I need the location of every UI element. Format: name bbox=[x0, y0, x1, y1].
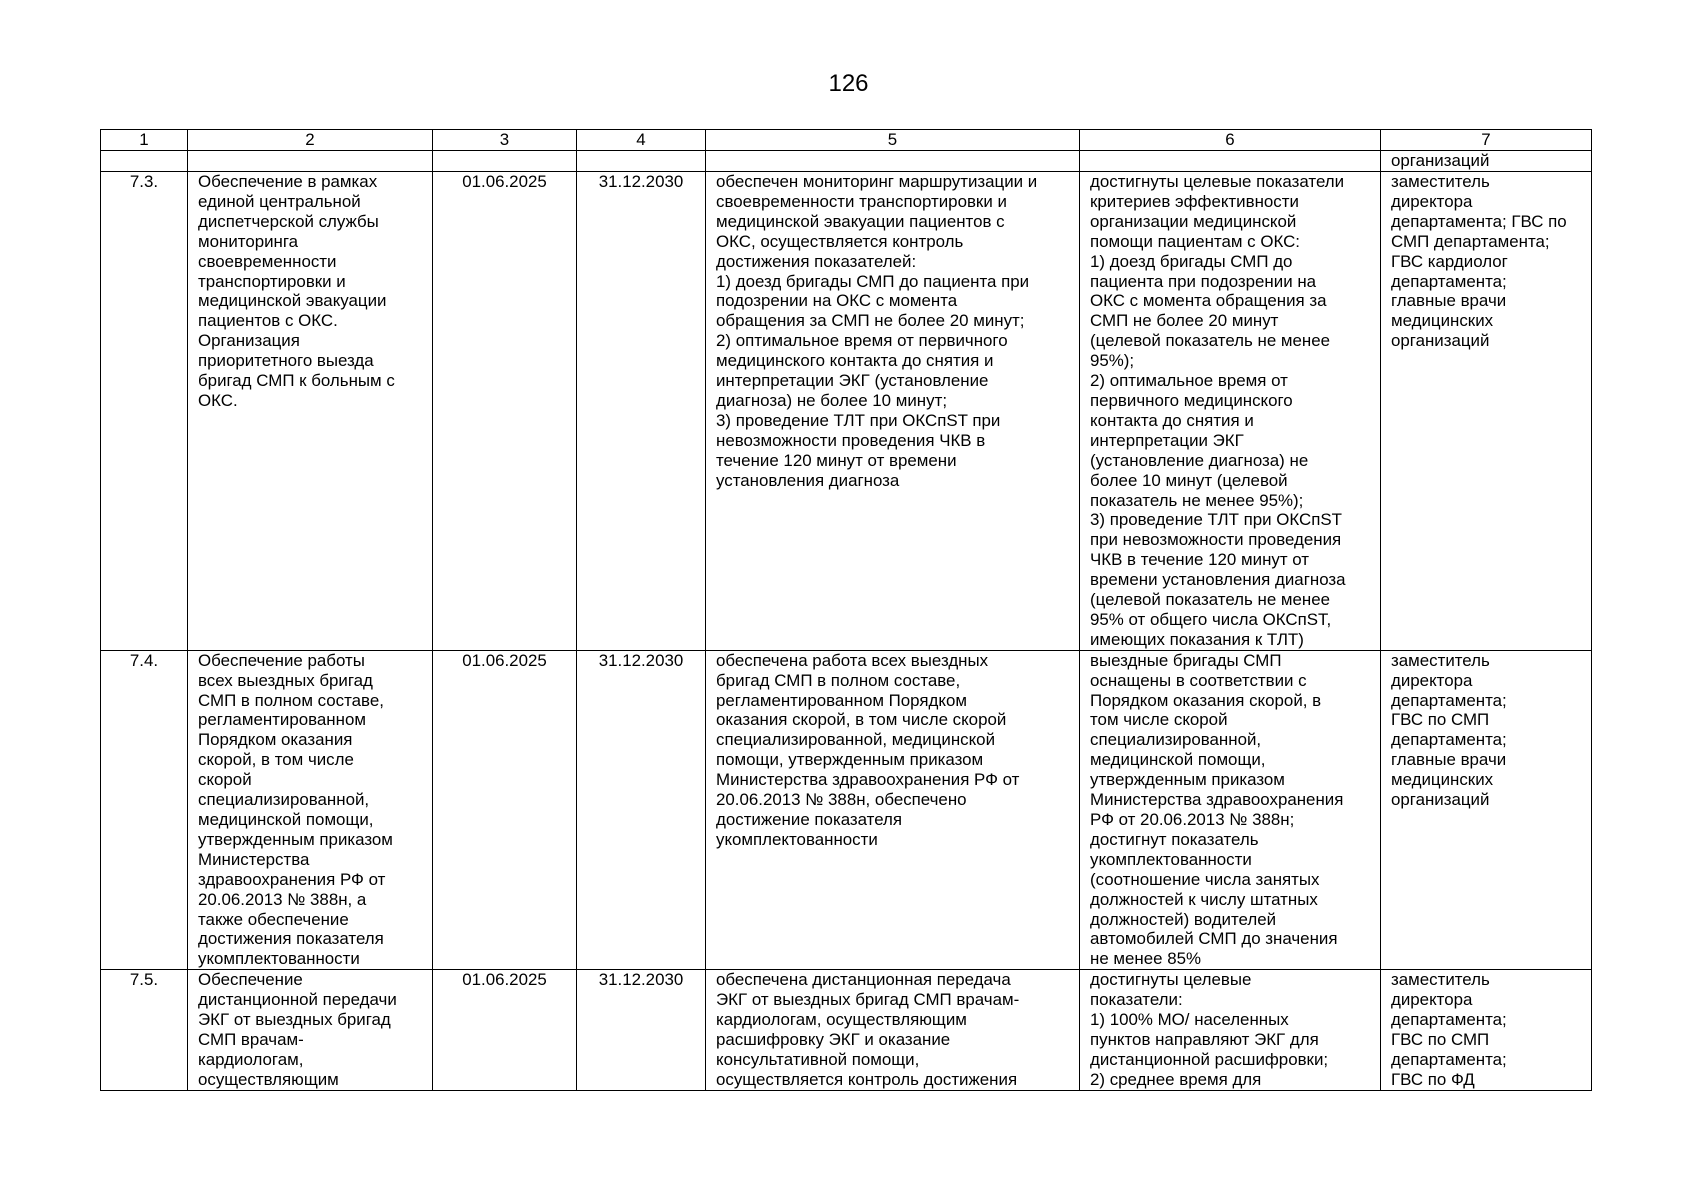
target-indicator: достигнуты целевые показатели: 1) 100% МО/ населенных пунктов направляют ЭКГ для дистанционной расшифровки; 2) среднее время для bbox=[1080, 970, 1381, 1090]
expected-result: обеспечена дистанционная передача ЭКГ от выездных бригад СМП врачам- кардиологам, осуществляющим расшифровку ЭКГ и оказание консультативной помощи, осуществляется контроль достижения bbox=[706, 970, 1080, 1090]
column-number-row bbox=[101, 130, 1592, 151]
table-cell bbox=[706, 151, 1080, 172]
expected-result: обеспечен мониторинг маршрутизации и своевременности транспортировки и медицинской эвакуации пациентов с ОКС, осуществляется контроль достижения показателей: 1) доезд бригады СМП до пациента при подозрении на ОКС с момента обращения за СМП не более 20 минут; 2) оптимальное время от первичного медицинского контакта до снятия и интерпретации ЭКГ (установление диагноза) не более 10 минут; 3) проведение ТЛТ при ОКСпST при невозможности проведения ЧКВ в течение 120 минут от времени установления диагноза bbox=[706, 172, 1080, 651]
measure-name: Обеспечение дистанционной передачи ЭКГ от выездных бригад СМП врачам- кардиологам, осуществляющим bbox=[188, 970, 433, 1090]
measures-table bbox=[100, 129, 1592, 1091]
responsible-cell: заместитель директора департамента; ГВС по СМП департамента; ГВС кардиолог департамента; главные врачи медицинских организаций bbox=[1381, 172, 1592, 651]
item-number: 7.5. bbox=[101, 970, 188, 1090]
column-number: 4 bbox=[577, 130, 706, 151]
responsible-cell: организаций bbox=[1381, 151, 1592, 172]
expected-result: обеспечена работа всех выездных бригад СМП в полном составе, регламентированном Порядком оказания скорой, в том числе скорой специализированной, медицинской помощи, утвержденным приказом Министерства здравоохранения РФ от 20.06.2013 № 388н, обеспечено достижение показателя укомплектованности bbox=[706, 650, 1080, 970]
column-number: 2 bbox=[188, 130, 433, 151]
column-number: 6 bbox=[1080, 130, 1381, 151]
column-number: 7 bbox=[1381, 130, 1592, 151]
page-number: 126 bbox=[828, 70, 869, 97]
item-number: 7.3. bbox=[101, 172, 188, 651]
table-row bbox=[101, 172, 1592, 651]
responsible-cell: заместитель директора департамента; ГВС по СМП департамента; ГВС по ФД bbox=[1381, 970, 1592, 1090]
table-cell bbox=[188, 151, 433, 172]
measure-name: Обеспечение работы всех выездных бригад СМП в полном составе, регламентированном Порядком оказания скорой, в том числе скорой специализированной, медицинской помощи, утвержденным приказом Министерства здравоохранения РФ от 20.06.2013 № 388н, а также обеспечение достижения показателя укомплектованности bbox=[188, 650, 433, 970]
start-date: 01.06.2025 bbox=[433, 172, 577, 651]
end-date: 31.12.2030 bbox=[577, 970, 706, 1090]
item-number: 7.4. bbox=[101, 650, 188, 970]
column-number: 3 bbox=[433, 130, 577, 151]
table-cell bbox=[433, 151, 577, 172]
table-cell bbox=[101, 151, 188, 172]
measure-name: Обеспечение в рамках единой центральной диспетчерской службы мониторинга своевременности транспортировки и медицинской эвакуации пациентов с ОКС. Организация приоритетного выезда бригад СМП к больным с ОКС. bbox=[188, 172, 433, 651]
responsible-cell: заместитель директора департамента; ГВС по СМП департамента; главные врачи медицинских организаций bbox=[1381, 650, 1592, 970]
table-cell bbox=[1080, 151, 1381, 172]
carry-over-row bbox=[101, 151, 1592, 172]
start-date: 01.06.2025 bbox=[433, 970, 577, 1090]
target-indicator: достигнуты целевые показатели критериев эффективности организации медицинской помощи пациентам с ОКС: 1) доезд бригады СМП до пациента при подозрении на ОКС с момента обращения за СМП не более 20 минут (целевой показатель не менее 95%); 2) оптимальное время от первичного медицинского контакта до снятия и интерпретации ЭКГ (установление диагноза) не более 10 минут (целевой показатель не менее 95%); 3) проведение ТЛТ при ОКСпST при невозможности проведения ЧКВ в течение 120 минут от времени установления диагноза (целевой показатель не менее 95% от общего числа ОКСпST, имеющих показания к ТЛТ) bbox=[1080, 172, 1381, 651]
end-date: 31.12.2030 bbox=[577, 172, 706, 651]
column-number: 1 bbox=[101, 130, 188, 151]
table-row bbox=[101, 650, 1592, 970]
column-number: 5 bbox=[706, 130, 1080, 151]
start-date: 01.06.2025 bbox=[433, 650, 577, 970]
table-row bbox=[101, 970, 1592, 1090]
table-cell bbox=[577, 151, 706, 172]
target-indicator: выездные бригады СМП оснащены в соответствии с Порядком оказания скорой, в том числе скорой специализированной, медицинской помощи, утвержденным приказом Министерства здравоохранения РФ от 20.06.2013 № 388н; достигнут показатель укомплектованности (соотношение числа занятых должностей к числу штатных должностей) водителей автомобилей СМП до значения не менее 85% bbox=[1080, 650, 1381, 970]
end-date: 31.12.2030 bbox=[577, 650, 706, 970]
